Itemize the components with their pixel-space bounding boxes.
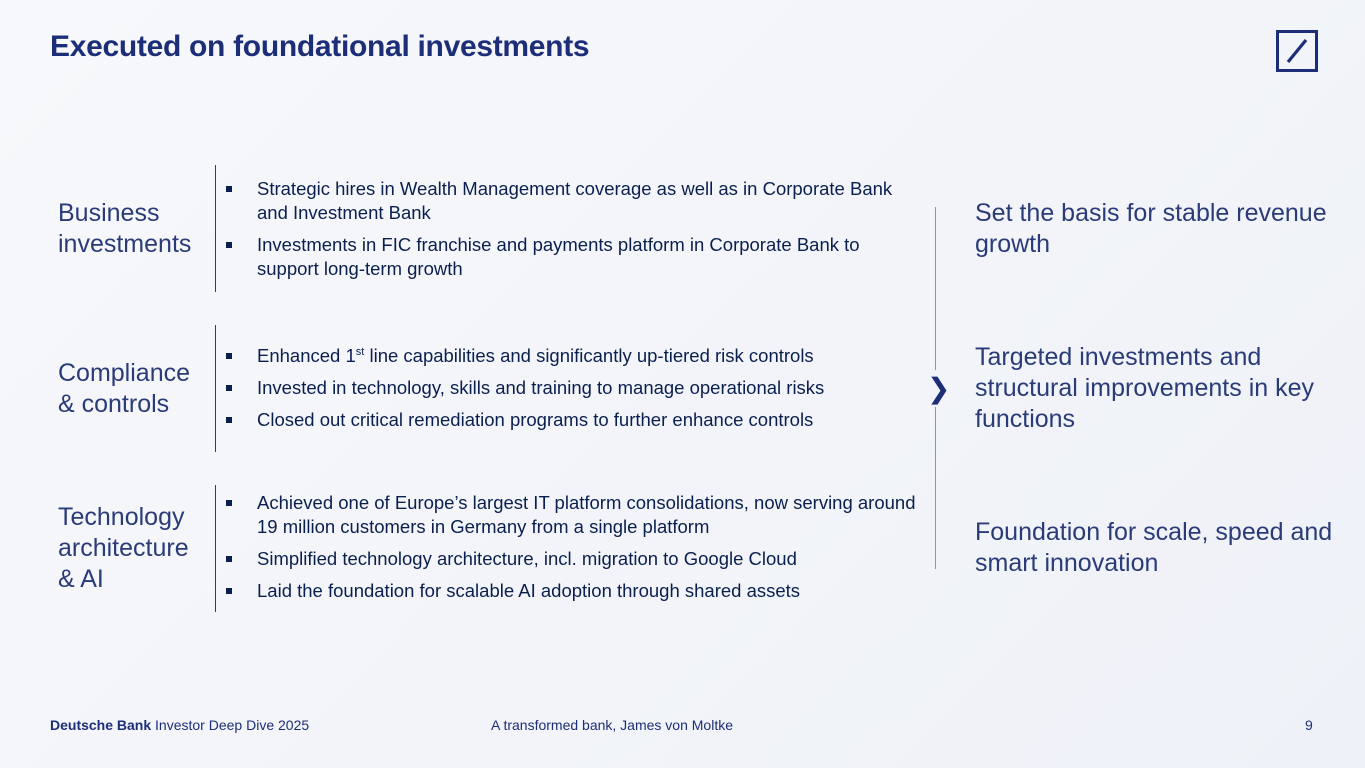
section-compliance-controls xyxy=(0,325,920,452)
bullet-item: Investments in FIC franchise and payments platform in Corporate Bank to support long-term growth xyxy=(226,233,916,281)
outcome-text: Set the basis for stable revenue growth xyxy=(975,199,1327,258)
superscript: st xyxy=(355,345,365,358)
section-divider-line xyxy=(215,165,216,292)
bullet-item xyxy=(226,344,916,368)
bullet-text-pre: Enhanced 1 xyxy=(257,345,356,366)
section-divider-line xyxy=(215,485,216,612)
footer-event: Investor Deep Dive 2025 xyxy=(155,717,310,733)
page-number: 9 xyxy=(1305,717,1313,733)
section-label: Technology architecture & AI xyxy=(58,503,189,593)
section-label: Compliance & controls xyxy=(58,359,191,418)
chevron-right-icon: ❯ xyxy=(927,370,950,407)
bullet-item: Laid the foundation for scalable AI adoption through shared assets xyxy=(226,579,916,603)
footer-brand: Deutsche Bank xyxy=(50,717,152,733)
bullet-item: Simplified technology architecture, incl. migration to Google Cloud xyxy=(226,547,916,571)
section-divider-line xyxy=(215,325,216,452)
page-title: Executed on foundational investments xyxy=(50,30,590,63)
deutsche-bank-logo-icon xyxy=(1276,30,1318,72)
outcome-text: Targeted investments and structural improvements in key functions xyxy=(975,343,1315,433)
bullet-item: Strategic hires in Wealth Management coverage as well as in Corporate Bank and Investment Bank xyxy=(226,177,916,225)
bullet-list xyxy=(226,344,916,432)
outcome-text: Foundation for scale, speed and smart innovation xyxy=(975,518,1333,577)
bullet-item: Invested in technology, skills and training to manage operational risks xyxy=(226,376,916,400)
footer-presentation: A transformed bank, James von Moltke xyxy=(491,717,733,733)
bullet-list xyxy=(226,491,916,603)
section-technology-architecture xyxy=(0,485,920,612)
footer-left xyxy=(50,717,309,733)
bullet-item: Achieved one of Europe’s largest IT platform consolidations, now serving around 19 million customers in Germany from a single platform xyxy=(226,491,916,539)
bullet-item: Closed out critical remediation programs to further enhance controls xyxy=(226,408,916,432)
bullet-text-post: line capabilities and significantly up-tiered risk controls xyxy=(364,345,814,366)
bullet-list xyxy=(226,177,916,281)
section-label: Business investments xyxy=(58,199,192,258)
section-business-investments xyxy=(0,165,920,292)
